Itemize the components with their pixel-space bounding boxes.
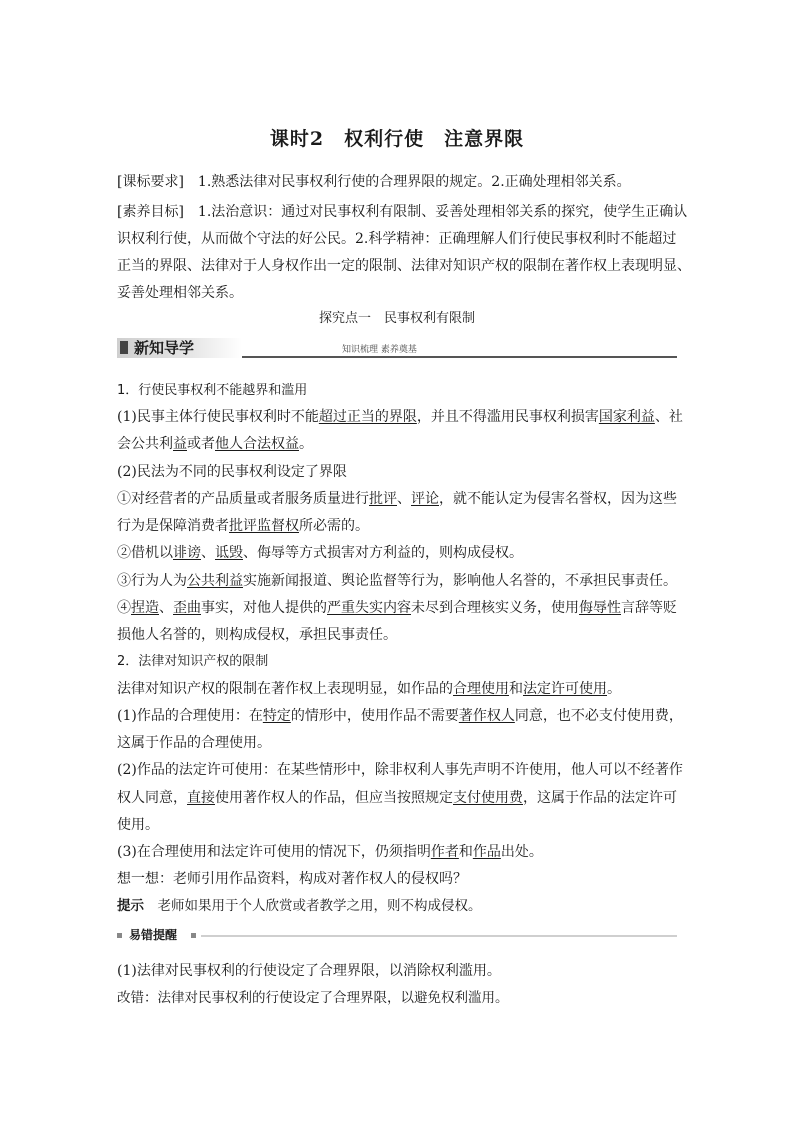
text-run: 言辞等贬 [621,600,677,616]
key-term: 著作权人 [458,708,515,724]
requirements-tag: [课标要求] [117,174,184,190]
key-term: 诋毁 [215,545,243,561]
key-term: 歪曲 [173,600,201,616]
clause-3 [117,571,677,591]
text-run: 未尽到合理核实义务，使用 [411,600,579,616]
text-run: ，并且不得滥用民事权利损害 [416,409,599,425]
goals-line-2: 识权利行使，从而做个守法的好公民。2.科学精神：正确理解人们行使民事权利时不能超过 [117,231,677,247]
clause-2 [117,543,677,563]
text-run: (3)在合理使用和法定许可使用的情况下，仍须指明 [117,844,431,860]
point-2-heading: 2．法律对知识产权的限制 [117,654,269,669]
tip-label: 提示 [117,898,144,914]
section-heading: 探究点一 民事权利有限制 [318,311,475,326]
key-term: 国家利益 [598,409,655,425]
key-term: 支付使用费 [453,790,523,806]
goals-tag: [素养目标] [117,204,184,220]
key-term: 益 [173,436,187,452]
key-term: 作品 [472,844,501,860]
text-run: 。 [299,436,313,452]
error-item-1: (1)法律对民事权利的行使设定了合理界限，以消除权利滥用。 [117,963,501,979]
point-2-2-line-1: (2)作品的法定许可使用：在某些情形中，除非权利人事先声明不许使用，他人可以不经著作 [117,762,683,778]
text-run: 实施新闻报道、舆论监督等行为，影响他人名誉的，不承担民事责任。 [243,573,677,589]
text-run: 使用著作权人的作品，但应当按照规定 [215,790,453,806]
error-hint-bar [117,929,677,943]
text-run: ，这属于作品的法定许可 [523,790,677,806]
key-term: 侮辱性 [579,600,621,616]
text-run: 、 [397,491,411,507]
text-run: ③行为人为 [117,573,187,589]
error-hint-label: 易错提醒 [129,928,178,942]
square-bullet-icon [191,933,196,938]
key-term: 诽谤 [173,545,201,561]
requirements-paragraph [117,172,677,192]
lesson-title: 课时2 权利行使 注意界限 [269,128,525,150]
error-item-1-correction: 改错：法律对民事权利的行使设定了合理界限，以避免权利滥用。 [117,990,509,1006]
key-term: 捏造 [131,600,159,616]
key-term: 严重失实内容 [327,600,411,616]
key-term: 特定 [262,708,291,724]
key-term: 公共利益 [187,573,243,589]
error-hint-divider [201,935,677,937]
goals-text-1: 1.法治意识：通过对民事权利有限制、妥善处理相邻关系的探究，使学生正确认 [183,204,688,220]
text-run: 、侮辱等方式损害对方利益的，则构成侵权。 [243,545,523,561]
text-run: (1)民事主体行使民事权利时不能 [117,409,319,425]
goals-line-1 [117,202,688,222]
text-run: 、社 [654,409,683,425]
key-term: 法定许可使用 [523,681,607,697]
text-run: 的情形中，使用作品不需要 [290,708,459,724]
text-run: ②借机以 [117,545,173,561]
key-term: 作者 [430,844,459,860]
text-run: 行为是保障消费者 [117,518,229,534]
point-2-3 [117,842,677,862]
text-run: 或者 [187,436,215,452]
text-run: 和 [458,844,473,860]
banner-title: 新知导学 [134,339,195,357]
point-2-2-line-3: 使用。 [117,817,159,833]
key-term: 评论 [411,491,439,507]
point-1-heading: 1．行使民事权利不能越界和滥用 [117,383,308,398]
tip-text: 老师如果用于个人欣赏或者教学之用，则不构成侵权。 [144,898,482,914]
square-bullet-icon [117,933,122,938]
text-run: ①对经营者的产品质量或者服务质量进行 [117,491,369,507]
point-1-2: (2)民法为不同的民事权利设定了界限 [117,464,347,480]
key-term: 批评 [369,491,397,507]
point-2-1-line-1 [117,706,683,726]
text-run: 。 [607,681,621,697]
clause-4-line-2: 损他人名誉的，则构成侵权，承担民事责任。 [117,627,397,643]
goals-line-4: 妥善处理相邻关系。 [117,285,243,301]
requirements-text: 1.熟悉法律对民事权利行使的合理界限的规定。2.正确处理相邻关系。 [183,174,631,190]
text-run: 、 [201,545,215,561]
text-run: 出处。 [500,844,543,860]
key-term: 他人合法权益 [215,436,299,452]
key-term: 批评监督权 [229,518,299,534]
banner-marker-icon [120,341,128,354]
clause-4-line-1 [117,598,677,618]
text-run: 法律对知识产权的限制在著作权上表现明显，如作品的 [117,681,453,697]
new-knowledge-banner [117,338,677,358]
text-run: ，就不能认定为侵害名誉权，因为这些 [439,491,677,507]
tip-line [117,896,677,916]
goals-line-3: 正当的界限、法律对于人身权作出一定的限制、法律对知识产权的限制在著作权上表现明显、 [117,258,691,274]
text-run: 所必需的。 [299,518,369,534]
text-run: 和 [509,681,523,697]
text-run: 权人同意， [117,790,187,806]
banner-subtitle: 知识梳理 素养奠基 [342,345,417,355]
banner-tab [117,338,242,358]
think-question: 想一想：老师引用作品资料，构成对著作权人的侵权吗？ [117,871,467,887]
text-run: 事实，对他人提供的 [201,600,327,616]
key-term: 超过正当的界限 [318,409,417,425]
clause-1-line-2 [117,516,677,536]
text-run: 同意，也不必支付使用费， [514,708,683,724]
key-term: 直接 [187,790,215,806]
point-1-1-line-1 [117,407,683,427]
point-2-1-line-2: 这属于作品的合理使用。 [117,735,271,751]
point-2-intro [117,679,677,699]
point-2-2-line-2 [117,788,677,808]
text-run: 、 [159,600,173,616]
key-term: 合理使用 [453,681,509,697]
text-run: ④ [117,600,131,616]
clause-1-line-1 [117,489,677,509]
text-run: (1)作品的合理使用：在 [117,708,263,724]
point-1-1-line-2 [117,434,677,454]
text-run: 会公共利 [117,436,173,452]
